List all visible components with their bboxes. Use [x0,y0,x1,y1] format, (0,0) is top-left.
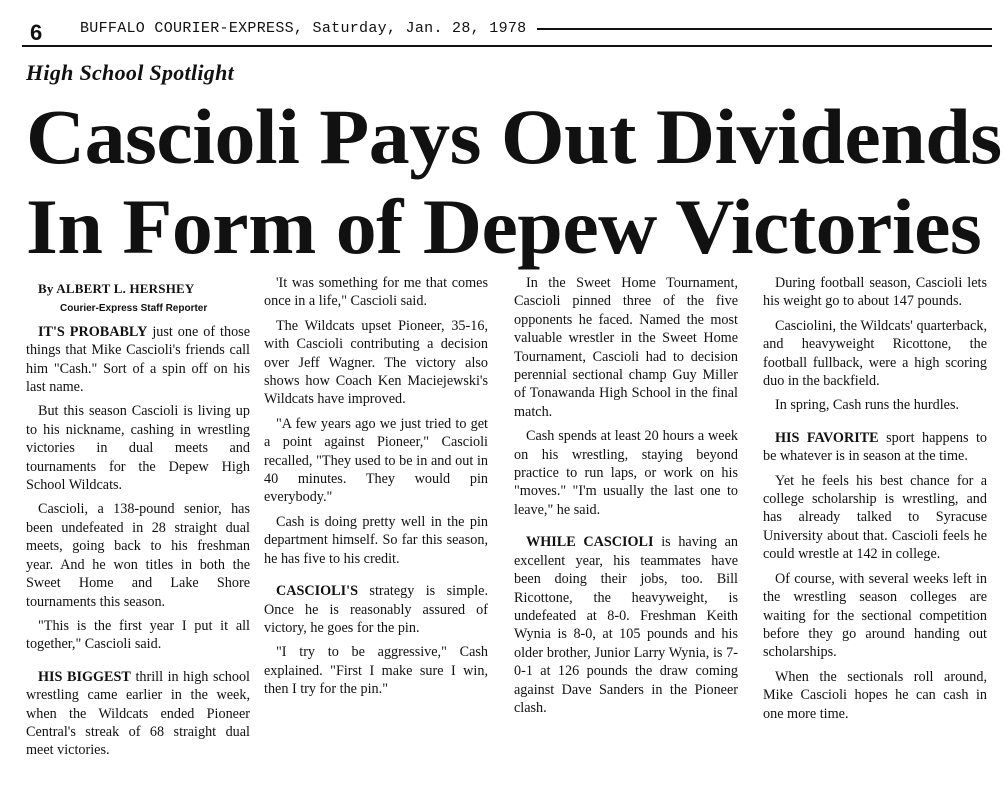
lead-in: HIS BIGGEST [38,668,131,685]
paragraph: "This is the first year I put it all together," Cascioli said. [26,617,250,653]
lead-in: WHILE CASCIOLI [526,534,654,551]
paragraph: Casciolini, the Wildcats' quarterback, and heavyweight Ricottone, the football fullback, were a high scoring duo in the backfield. [763,317,987,390]
paragraph: Cascioli, a 138-pound senior, has been undefeated in 28 straight dual meets, going back to his freshman year. And he won titles in both the Sweet Home and Lake Shore tournaments this season. [26,501,250,610]
paragraph: Of course, with several weeks left in the wrestling season colleges are waiting for the sectional competition before they go around handing out scholarships. [763,570,987,661]
lead-in: IT'S PROBABLY [38,323,148,340]
masthead-rule [22,45,992,47]
article-column-4 [763,274,987,729]
masthead [22,14,992,46]
paragraph: "A few years ago we just tried to get a point against Pioneer," Cascioli recalled, "They used to be in and out in 40 minutes. They would pin everybody." [264,415,488,506]
masthead-rule-top [537,28,992,30]
paragraph: 'It was something for me that comes once in a life," Cascioli said. [264,275,488,310]
paragraph: The Wildcats upset Pioneer, 35-16, with Cascioli contributing a decision over Jeff Wagner. The victory also shows how Coach Ken Maciejewski's Wildcats have improved. [264,317,488,408]
lead-in: CASCIOLI'S [276,583,359,600]
article-column-3 [514,274,738,723]
paragraph: HIS BIGGEST thrill in high school wrestling came earlier in the week, when the Wildcats ended Pioneer Central's streak of 68 straight dual meet victories. [26,668,250,759]
article-column-2 [264,274,488,705]
headline-line-2: In Form of Depew Victories [26,183,982,270]
paragraph: During football season, Cascioli lets his weight go to about 147 pounds. [763,275,987,310]
paragraph: Cash is doing pretty well in the pin department himself. So far this season, he has five to his credit. [264,513,488,567]
paragraph: Cash spends at least 20 hours a week on his wrestling, staying beyond practice to run laps, or work on his "moves." "I'm usually the last one to leave," he said. [514,428,738,518]
paragraph: In the Sweet Home Tournament, Cascioli pinned three of the five opponents he faced. Named the most valuable wrestler in the Sweet Home Tournament, Cascioli had to decision perennial sectional champ Guy Miller of Tonawanda High School in the final match. [514,275,738,420]
paragraph: IT'S PROBABLY just one of those things that Mike Cascioli's friends call him "Cash." Sort of a spin off on his last name. [26,323,251,396]
paragraph: But this season Cascioli is living up to his nickname, cashing in wrestling victories in dual meets and tournaments for the Depew High School Wildcats. [26,403,250,494]
paragraph: When the sectionals roll around, Mike Cascioli hopes he can cash in one more time. [763,668,987,722]
headline [26,92,1004,272]
paragraph: CASCIOLI'S strategy is simple. Once he is reasonably assured of victory, he goes for the pin. [264,583,488,636]
paragraph: HIS FAVORITE sport happens to be whatever is in season at the time. [763,429,988,465]
paragraph: WHILE CASCIOLI is having an excellent year, his teammates have been doing their jobs, too. Bill Ricottone, the heavyweight, is undefeated at 8-0. Freshman Keith Wynia is 8-0, at 105 pounds and his older brother, Junior Larry Wynia, is 7-0-1 at 126 pounds the draw coming against Dave Sanders in the Pioneer clash. [514,534,738,716]
headline-line-1: Cascioli Pays Out Dividends [26,93,1002,180]
reporter-credit: Courier-Express Staff Reporter [60,303,208,315]
section-heading: High School Spotlight [26,60,235,85]
dateline: BUFFALO COURIER-EXPRESS, Saturday, Jan. 28, 1978 [80,20,527,37]
byline: By ALBERT L. HERSHEY [38,281,195,296]
page-number: 6 [30,20,43,45]
article-column-1 [26,274,250,766]
paragraph: "I try to be aggressive," Cash explained. "First I make sure I win, then I try for the pin." [264,644,488,698]
paragraph: Yet he feels his best chance for a college scholarship is wrestling, and has already talked to Syracuse University about that. Cascioli feels he could wrestle at 142 in college. [763,472,987,563]
lead-in: HIS FAVORITE [775,429,879,446]
paragraph: In spring, Cash runs the hurdles. [775,397,960,414]
